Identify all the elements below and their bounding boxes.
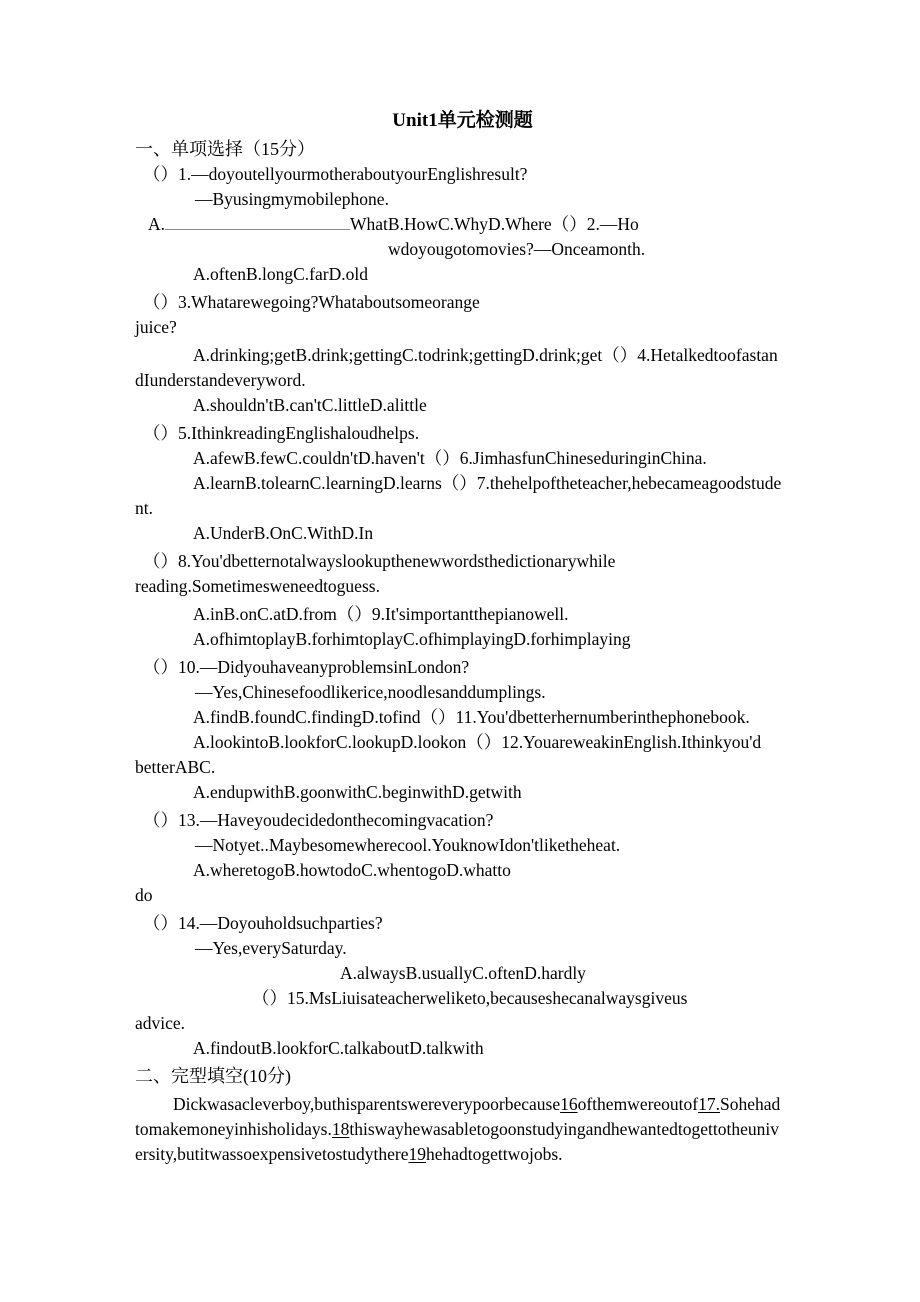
text-segment: WhatB.HowC.WhyD.Where（）2.—Ho (350, 214, 639, 234)
text-line (135, 1117, 790, 1142)
text-line (388, 237, 790, 262)
text-segment: （）13.—Haveyoudecidedonthecomingvacation? (143, 810, 494, 830)
text-line (135, 315, 790, 340)
text-segment: A.lookintoB.lookforC.lookupD.lookon（）12.YouareweakinEnglish.Ithinkyou'd (193, 732, 762, 752)
text-segment: A.findB.foundC.findingD.tofind（）11.You'dbetterhernumberinthephonebook. (193, 707, 750, 727)
cloze-blank-number: 17. (698, 1094, 720, 1114)
cloze-blank-number: 16 (560, 1094, 578, 1114)
text-segment: （）14.—Doyouholdsuchparties? (143, 913, 383, 933)
text-line (143, 421, 790, 446)
text-segment: —Yes,Chinesefoodlikerice,noodlesanddumplings. (195, 682, 546, 702)
text-line (193, 343, 790, 368)
text-line (135, 574, 790, 599)
text-segment: —Notyet..Maybesomewherecool.YouknowIdon'tliketheheat. (195, 835, 621, 855)
text-line (143, 808, 790, 833)
text-line (135, 496, 790, 521)
text-segment: A.oftenB.longC.farD.old (193, 264, 368, 284)
text-line (135, 755, 790, 780)
text-segment: 二、完型填空(10分) (135, 1066, 291, 1086)
text-segment: Sohehad (720, 1094, 781, 1114)
text-line (195, 680, 790, 705)
text-segment: betterABC. (135, 757, 216, 777)
text-line (135, 368, 790, 393)
text-line (135, 1011, 790, 1036)
text-line (195, 187, 790, 212)
text-segment: Dickwasacleverboy,buthisparentswereverypoorbecause (173, 1094, 561, 1114)
section-heading (135, 1064, 790, 1089)
text-line (143, 911, 790, 936)
text-segment: （）1.—doyoutellyourmotheraboutyourEnglishresult? (143, 164, 528, 184)
text-line (193, 780, 790, 805)
text-segment: —Yes,everySaturday. (195, 938, 347, 958)
text-line (173, 1092, 790, 1117)
section-heading (135, 137, 790, 162)
text-segment: tomakemoneyinhisholidays. (135, 1119, 332, 1139)
text-line (193, 858, 790, 883)
text-segment: A.wheretogoB.howtodoC.whentogoD.whatto (193, 860, 511, 880)
text-segment: （）5.IthinkreadingEnglishaloudhelps. (143, 423, 420, 443)
text-segment: nt. (135, 498, 153, 518)
text-segment: dIunderstandeveryword. (135, 370, 306, 390)
cloze-blank-number: 19 (408, 1144, 426, 1164)
text-segment: A.UnderB.OnC.WithD.In (193, 523, 374, 543)
text-segment: A.drinking;getB.drink;gettingC.todrink;gettingD.drink;get（）4.Hetalkedtoofastan (193, 345, 778, 365)
text-line (193, 471, 790, 496)
text-line (193, 627, 790, 652)
text-line (193, 446, 790, 471)
text-line (193, 705, 790, 730)
text-segment: A.alwaysB.usuallyC.oftenD.hardly (340, 963, 586, 983)
text-segment: A.ofhimtoplayB.forhimtoplayC.ofhimplayingD.forhimplaying (193, 629, 631, 649)
text-line (135, 883, 790, 908)
text-segment: （）10.—DidyouhaveanyproblemsinLondon? (143, 657, 470, 677)
text-line (195, 936, 790, 961)
text-segment: A.shouldn'tB.can'tC.littleD.alittle (193, 395, 427, 415)
page-title: Unit1单元检测题 (392, 110, 533, 131)
answer-blank (165, 215, 350, 230)
text-segment: （）15.MsLiuisateacherweliketo,becauseshecanalwaysgiveus (252, 988, 688, 1008)
text-segment: A.findoutB.lookforC.talkaboutD.talkwith (193, 1038, 484, 1058)
text-segment: juice? (135, 317, 177, 337)
text-segment: advice. (135, 1013, 186, 1033)
text-line (195, 833, 790, 858)
text-segment: wdoyougotomovies?—Onceamonth. (388, 239, 646, 259)
text-line (193, 602, 790, 627)
text-segment: do (135, 885, 153, 905)
text-segment: （）8.You'dbetternotalwayslookupthenewwordsthedictionarywhile (143, 551, 616, 571)
text-line (143, 290, 790, 315)
cloze-blank-number: 18 (331, 1119, 350, 1139)
text-line (193, 730, 790, 755)
text-line (143, 549, 790, 574)
text-line (193, 1036, 790, 1061)
text-line (193, 262, 790, 287)
text-segment: A.learnB.tolearnC.learningD.learns（）7.thehelpoftheteacher,hebecameagoodstude (193, 473, 782, 493)
text-segment: A. (148, 214, 166, 234)
text-segment: ofthemwereoutof (577, 1094, 699, 1114)
text-segment: ersity,butitwassoexpensivetostudythere (135, 1144, 409, 1164)
text-line (143, 655, 790, 680)
text-line (193, 393, 790, 418)
text-segment: thiswayhewasabletogoonstudyingandhewantedtogettotheuniv (349, 1119, 779, 1139)
text-line (252, 986, 790, 1011)
text-segment: —Byusingmymobilephone. (195, 189, 389, 209)
text-line (143, 162, 790, 187)
text-segment: A.endupwithB.goonwithC.beginwithD.getwith (193, 782, 522, 802)
text-segment: A.afewB.fewC.couldn'tD.haven't（）6.JimhasfunChineseduringinChina. (193, 448, 707, 468)
text-segment: A.inB.onC.atD.from（）9.It'simportantthepianowell. (193, 604, 569, 624)
text-line (193, 521, 790, 546)
text-segment: hehadtogettwojobs. (425, 1144, 563, 1164)
text-line (340, 961, 790, 986)
text-segment: reading.Sometimesweneedtoguess. (135, 576, 380, 596)
text-line (148, 212, 790, 237)
text-line (135, 1142, 790, 1167)
document-body (135, 137, 790, 1167)
text-segment: 一、单项选择（15分） (135, 139, 315, 159)
text-segment: （）3.Whatarewegoing?Whataboutsomeorange (143, 292, 480, 312)
